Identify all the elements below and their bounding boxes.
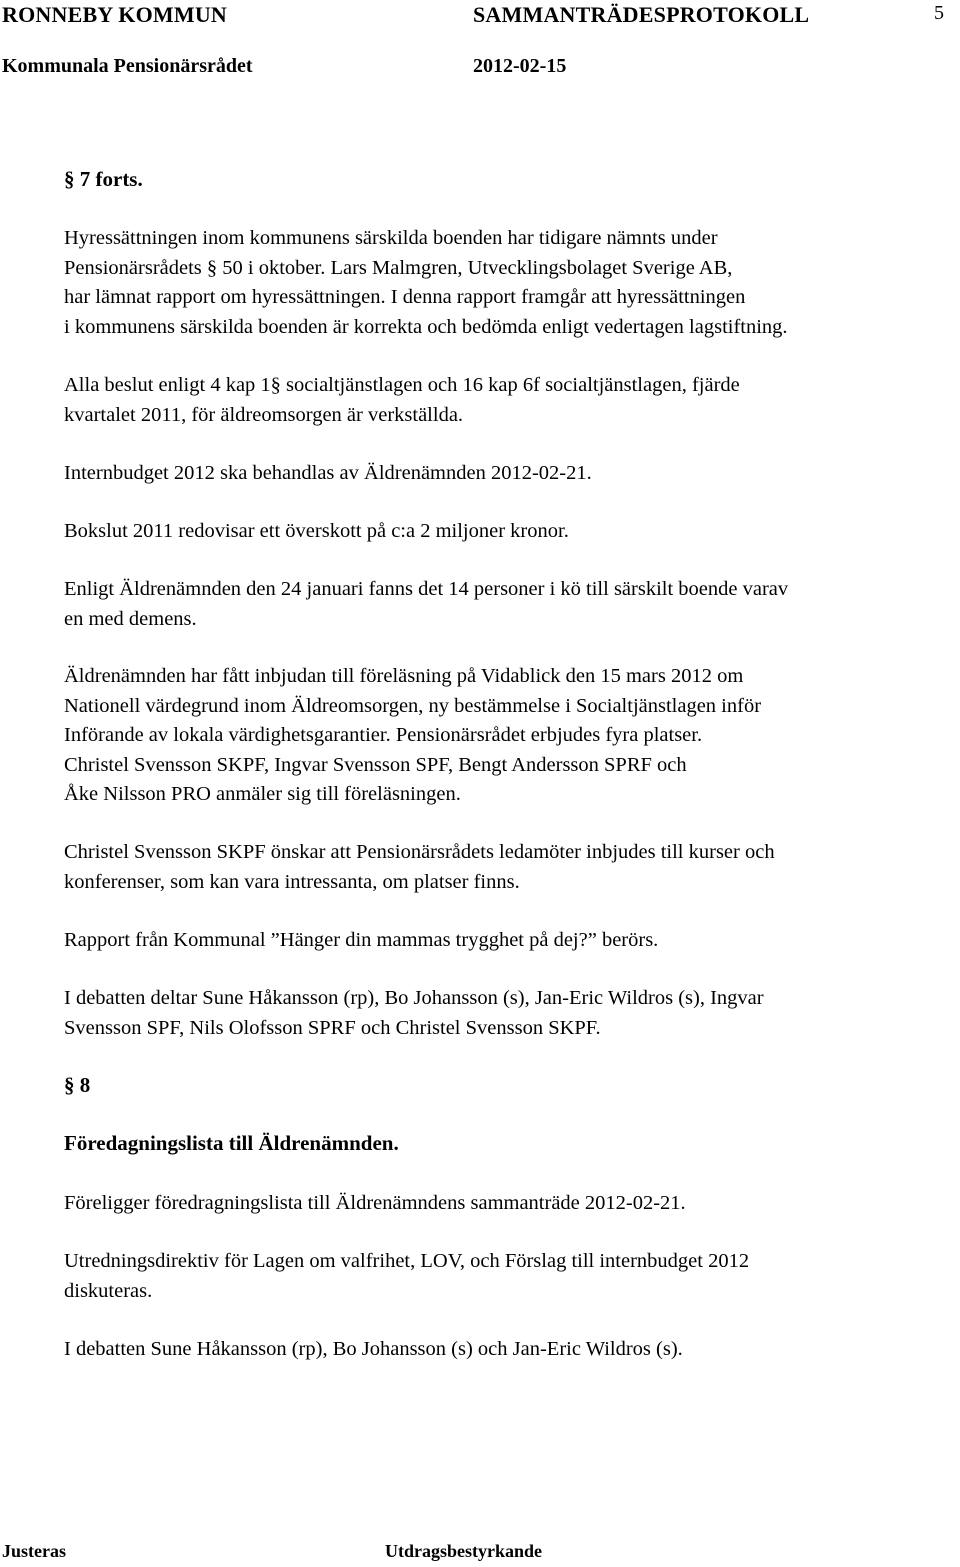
header-doc-type: SAMMANTRÄDESPROTOKOLL — [473, 2, 810, 27]
text-line: I debatten Sune Håkansson (rp), Bo Johansson (s) och Jan-Eric Wildros (s). — [64, 1338, 683, 1360]
paragraph-queue — [64, 575, 936, 634]
paragraph-courses — [64, 838, 936, 897]
paragraph-rent — [64, 224, 936, 342]
paragraph-internal-budget — [64, 459, 936, 489]
text-line: Pensionärsrådets § 50 i oktober. Lars Malmgren, Utvecklingsbolaget Sverige AB, — [64, 256, 733, 279]
header-org: RONNEBY KOMMUN — [2, 2, 228, 27]
paragraph-debate-7 — [64, 984, 936, 1043]
text-line: Internbudget 2012 ska behandlas av Äldrenämnden 2012-02-21. — [64, 462, 592, 484]
text-line: Rapport från Kommunal ”Hänger din mammas trygghet på dej?” berörs. — [64, 929, 659, 951]
paragraph-report — [64, 926, 936, 956]
text-line: Christel Svensson SKPF önskar att Pensionärsrådets ledamöter inbjudes till kurser och — [64, 841, 775, 863]
text-line: diskuteras. — [64, 1279, 153, 1302]
paragraph-debate-8 — [64, 1335, 936, 1365]
text-line: i kommunens särskilda boenden är korrekta och bedömda enligt vedertagen lagstiftning. — [64, 315, 788, 338]
header-date: 2012-02-15 — [473, 55, 567, 77]
section-8-title: Föredagningslista till Äldrenämnden. — [64, 1131, 399, 1155]
text-line: Nationell värdegrund inom Äldreomsorgen, ny bestämmelse i Socialtjänstlagen inför — [64, 694, 762, 717]
text-line: Alla beslut enligt 4 kap 1§ socialtjänstlagen och 16 kap 6f socialtjänstlagen, fjärde — [64, 374, 740, 396]
text-line: har lämnat rapport om hyressättningen. I denna rapport framgår att hyressättningen — [64, 286, 746, 308]
text-line: Bokslut 2011 redovisar ett överskott på c:a 2 miljoner kronor. — [64, 520, 569, 542]
text-line: Föreligger föredragningslista till Äldrenämndens sammanträde 2012-02-21. — [64, 1192, 686, 1214]
text-line: Åke Nilsson PRO anmäler sig till föreläsningen. — [64, 783, 461, 805]
header-committee: Kommunala Pensionärsrådet — [2, 55, 253, 77]
paragraph-agenda — [64, 1189, 936, 1219]
section-8-heading: § 8 — [64, 1073, 91, 1097]
paragraph-decisions — [64, 371, 936, 430]
text-line: Utredningsdirektiv för Lagen om valfrihet, LOV, och Förslag till internbudget 2012 — [64, 1250, 750, 1272]
text-line: Hyressättningen inom kommunens särskilda boenden har tidigare nämnts under — [64, 227, 718, 249]
paragraph-annual-accounts — [64, 517, 936, 547]
section-7-heading: § 7 forts. — [64, 167, 143, 191]
text-line: Enligt Äldrenämnden den 24 januari fanns det 14 personer i kö till särskilt boende varav — [64, 578, 789, 600]
text-line: Svensson SPF, Nils Olofsson SPRF och Christel Svensson SKPF. — [64, 1016, 601, 1039]
page-number: 5 — [934, 2, 944, 24]
text-line: Införande av lokala värdighetsgarantier. Pensionärsrådet erbjudes fyra platser. — [64, 724, 703, 746]
text-line: Christel Svensson SKPF, Ingvar Svensson SPF, Bengt Andersson SPRF och — [64, 753, 687, 776]
text-line: konferenser, som kan vara intressanta, om platser finns. — [64, 870, 520, 893]
text-line: Äldrenämnden har fått inbjudan till föreläsning på Vidablick den 15 mars 2012 om — [64, 665, 744, 687]
text-line: en med demens. — [64, 607, 197, 630]
footer-justeras: Justeras — [2, 1541, 66, 1561]
text-line: I debatten deltar Sune Håkansson (rp), Bo Johansson (s), Jan-Eric Wildros (s), Ingvar — [64, 987, 764, 1009]
paragraph-lecture — [64, 662, 936, 810]
footer-utdragsbestyrkande: Utdragsbestyrkande — [385, 1541, 543, 1561]
paragraph-directive — [64, 1247, 936, 1306]
text-line: kvartalet 2011, för äldreomsorgen är verkställda. — [64, 403, 464, 426]
